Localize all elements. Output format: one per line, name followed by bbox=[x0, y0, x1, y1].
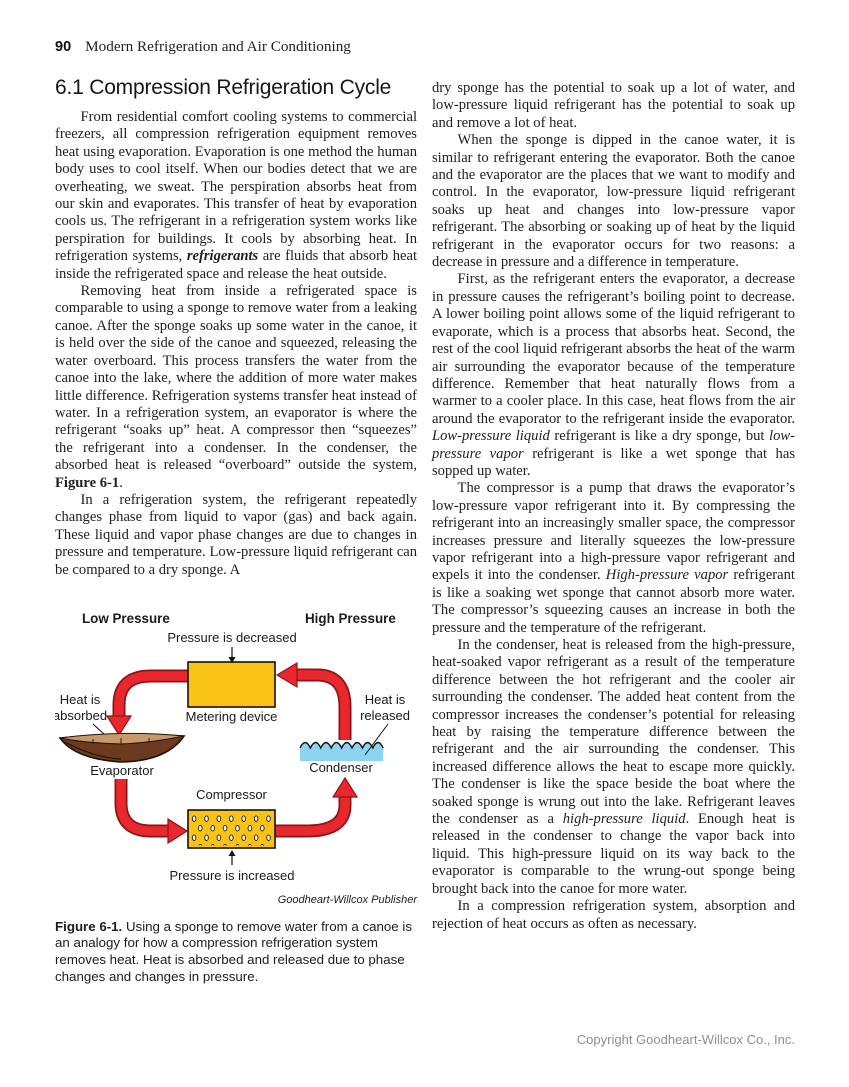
evaporator-canoe bbox=[60, 733, 184, 762]
left-column bbox=[55, 76, 417, 985]
paragraph: When the sponge is dipped in the canoe water, it is similar to refrigerant entering the evaporator. Both the canoe and the evaporator are the places that we want to modify and control. In the evaporator, low-pressure liquid refrigerant soaks up heat and changes into low-pressure vapor refrigerant. The absorbing or soaking up of heat by the liquid refrigerant in the evaporator occurs for two reasons: a decrease in pressure and a difference in temperature. bbox=[432, 132, 795, 271]
condenser-water bbox=[300, 742, 383, 761]
metering-device-rect bbox=[188, 662, 275, 707]
up-arrow-icon bbox=[229, 850, 236, 865]
label-low-pressure: Low Pressure bbox=[82, 610, 170, 626]
book-title: Modern Refrigeration and Air Conditioning bbox=[85, 38, 351, 55]
figure-caption-label: Figure 6-1. bbox=[55, 918, 123, 934]
label-compressor: Compressor bbox=[196, 786, 267, 802]
label-heat-absorbed-2: absorbed bbox=[55, 707, 108, 723]
figure-credit: Goodheart-Willcox Publisher bbox=[277, 894, 417, 907]
paragraph: In a refrigeration system, the refrigerant repeatedly changes phase from liquid to vapor (gas) and back again. These liquid and vapor phase changes are due to changes in pressure and temperature. Low-pressure liquid refrigerant can be compared to a dry sponge. A bbox=[55, 491, 417, 578]
label-heat-released-2: released bbox=[360, 707, 410, 723]
label-pressure-increased: Pressure is increased bbox=[169, 867, 295, 883]
page-number: 90 bbox=[55, 39, 72, 55]
figure-caption-text: Using a sponge to remove water from a canoe is an analogy for how a compression refrigeration system removes heat. Heat is absorbed and released due to phase changes and changes in pressure. bbox=[55, 918, 412, 984]
label-high-pressure: High Pressure bbox=[305, 610, 396, 626]
label-heat-released-1: Heat is bbox=[364, 691, 406, 707]
label-metering-device: Metering device bbox=[185, 708, 278, 724]
paragraph: Removing heat from inside a refrigerated space is comparable to using a sponge to remove water from a leaking canoe. After the sponge soaks up some water in the canoe, it is held over the side of the canoe and squeezed, releasing the water overboard. This process transfers the water from the canoe into the lake, where the addition of more water makes little difference. Refrigeration systems transfer heat instead of water. In a refrigeration system, an evaporator is where the refrigerant “soaks up” heat. A compressor then “squeezes” the refrigerant into a condenser. In the condenser, the absorbed heat is released “overboard” outside the system, Figure 6-1. bbox=[55, 283, 417, 491]
paragraph: The compressor is a pump that draws the evaporator’s low-pressure vapor refrigerant into it. By compressing the refrigerant into an increasingly smaller space, the compressor increases pressure and literally squeezes the low-pressure vapor refrigerant into a high-pressure vapor refrigerant and expels it into the condenser. High-pressure vapor refrigerant is like a soaking wet sponge that cannot absorb more water. The compressor’s squeezing causes an increase in both the pressure and the temperature of the refrigerant. bbox=[432, 480, 795, 636]
label-pressure-decreased: Pressure is decreased bbox=[167, 629, 297, 645]
paragraph: dry sponge has the potential to soak up a lot of water, and low-pressure liquid refrigerant has the potential to soak up and remove a lot of heat. bbox=[432, 80, 795, 131]
figure-6-1 bbox=[55, 609, 417, 985]
flow-arrow-condenser-to-metering bbox=[277, 663, 345, 740]
paragraph: In the condenser, heat is released from the high-pressure, heat-soaked vapor refrigerant as a result of the temperature difference between the hot refrigerant and the cooler air surrounding the condenser. The added heat content from the compressor increases the condenser’s potential for releasing heat by raising the temperature difference between the refrigerant and the air surrounding the condenser. This increased difference allows the heat to escape more quickly. The condenser is like the space beside the boat where the soaked sponge is wrung out into the lake. Refrigerant leaves the condenser as a high-pressure liquid. Enough heat is released in the condenser to change the vapor back into liquid. This high-pressure liquid on its way back to the evaporator is comparable to the wrung-out sponge being brought back into the canoe for more water. bbox=[432, 637, 795, 897]
flow-arrow-compressor-to-condenser bbox=[275, 778, 357, 831]
compressor-sponge-holes bbox=[191, 812, 272, 845]
right-column bbox=[432, 80, 795, 933]
down-arrow-icon bbox=[229, 647, 236, 663]
flow-arrow-metering-to-evaporator bbox=[107, 676, 188, 735]
refrigeration-cycle-diagram bbox=[55, 609, 420, 885]
label-heat-absorbed-1: Heat is bbox=[59, 691, 101, 707]
flow-arrow-evaporator-to-compressor bbox=[121, 779, 187, 843]
section-heading: 6.1 Compression Refrigeration Cycle bbox=[55, 76, 392, 99]
label-condenser: Condenser bbox=[309, 759, 373, 775]
running-head bbox=[55, 38, 655, 56]
label-evaporator: Evaporator bbox=[90, 762, 154, 778]
paragraph: From residential comfort cooling systems to commercial freezers, all compression refrigeration equipment removes heat using evaporation. Evaporation is one method the human body uses to cool itself. When our bodies detect that we are overheating, we sweat. The perspiration absorbs heat from our skin and evaporates. This transfer of heat by evaporation cools us. The refrigerant in a refrigeration system works like perspiration for buildings. It cools by absorbing heat. In refrigeration systems, refrigerants are fluids that absorb heat inside the refrigerated space and release the heat outside. bbox=[55, 109, 418, 282]
figure-caption bbox=[55, 919, 417, 985]
paragraph: In a compression refrigeration system, absorption and rejection of heat occurs as often as necessary. bbox=[432, 898, 795, 932]
paragraph: First, as the refrigerant enters the evaporator, a decrease in pressure causes the refrigerant’s boiling point to decrease. A lower boiling point allows some of the liquid refrigerant to evaporate, which is a process that absorbs heat. Second, the rest of the cool liquid refrigerant absorbs the heat of the warm air surrounding the evaporator because of the temperature difference. Remember that heat naturally flows from a warmer to a cooler place. In this case, heat flows from the air around the evaporator to the refrigerant inside the evaporator. Low-pressure liquid refrigerant is like a dry sponge, but low-pressure vapor refrigerant is like a wet sponge that has sopped up water. bbox=[432, 271, 795, 479]
copyright-footer: Copyright Goodheart-Willcox Co., Inc. bbox=[576, 1032, 795, 1047]
